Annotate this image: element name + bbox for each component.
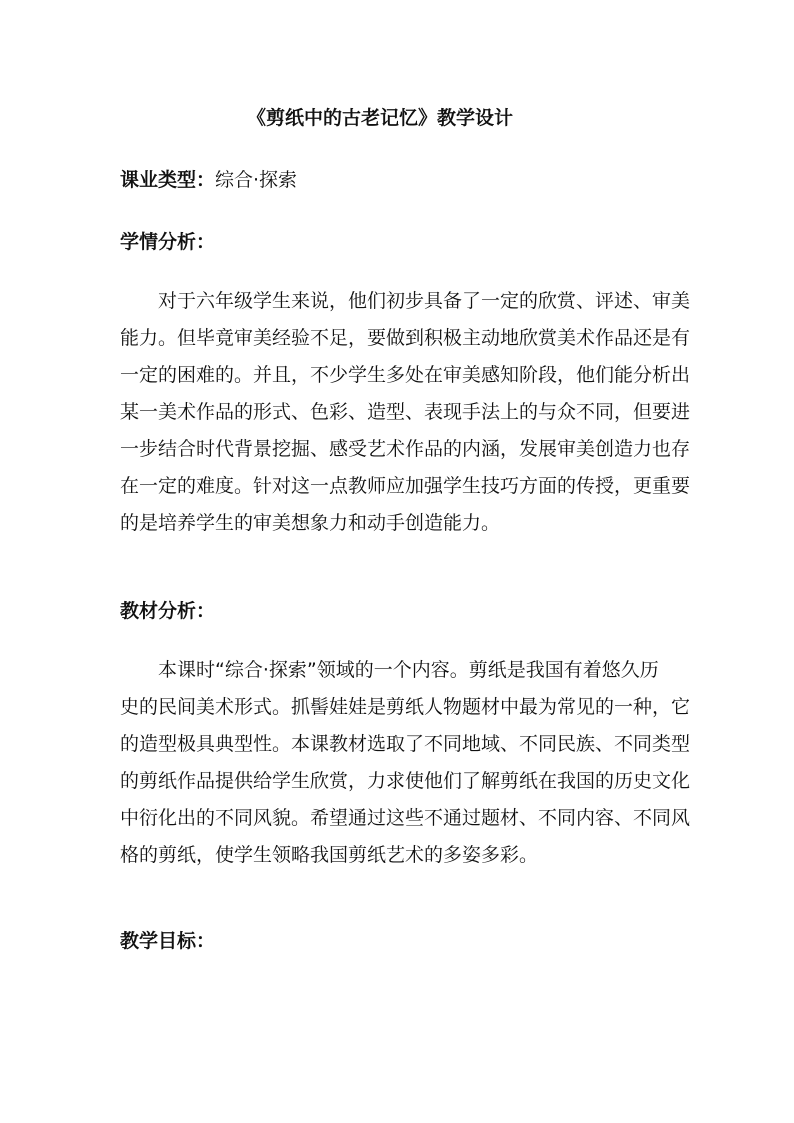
- paragraph-line: 对于六年级学生来说，他们初步具备了一定的欣赏、评述、审美: [158, 290, 691, 312]
- course-type-value: 综合·探索: [215, 169, 298, 191]
- section-heading-material-analysis: 教材分析：: [120, 600, 216, 622]
- paragraph-line: 一步结合时代背景挖掘、感受艺术作品的内涵，发展审美创造力也存: [120, 438, 691, 460]
- section-heading-learner-analysis: 学情分析：: [120, 231, 216, 253]
- paragraph-line: 能力。但毕竟审美经验不足，要做到积极主动地欣赏美术作品还是有: [120, 327, 691, 349]
- paragraph-line: 史的民间美术形式。抓髻娃娃是剪纸人物题材中最为常见的一种，它: [120, 696, 691, 718]
- paragraph-line: 的是培养学生的审美想象力和动手创造能力。: [120, 512, 501, 534]
- paragraph-line: 的剪纸作品提供给学生欣赏，力求使他们了解剪纸在我国的历史文化: [120, 770, 691, 792]
- paragraph-line: 一定的困难的。并且，不少学生多处在审美感知阶段，他们能分析出: [120, 364, 691, 386]
- course-type-line: [120, 166, 297, 194]
- section-heading-teaching-goals: 教学目标：: [120, 930, 216, 952]
- section-paragraph-learner-analysis: [120, 283, 691, 542]
- paragraph-line: 本课时“综合·探索”领域的一个内容。剪纸是我国有着悠久历: [158, 659, 659, 681]
- paragraph-line: 中衍化出的不同风貌。希望通过这些不通过题材、不同内容、不同风: [120, 807, 691, 829]
- section-paragraph-material-analysis: [120, 652, 691, 874]
- document-title: 《剪纸中的古老记忆》教学设计: [246, 107, 513, 129]
- paragraph-line: 某一美术作品的形式、色彩、造型、表现手法上的与众不同，但要进: [120, 401, 691, 423]
- paragraph-line: 格的剪纸，使学生领略我国剪纸艺术的多姿多彩。: [120, 844, 539, 866]
- course-type-label: 课业类型：: [120, 169, 216, 191]
- paragraph-line: 在一定的难度。针对这一点教师应加强学生技巧方面的传授，更重要: [120, 475, 691, 497]
- paragraph-line: 的造型极具典型性。本课教材选取了不同地域、不同民族、不同类型: [120, 733, 691, 755]
